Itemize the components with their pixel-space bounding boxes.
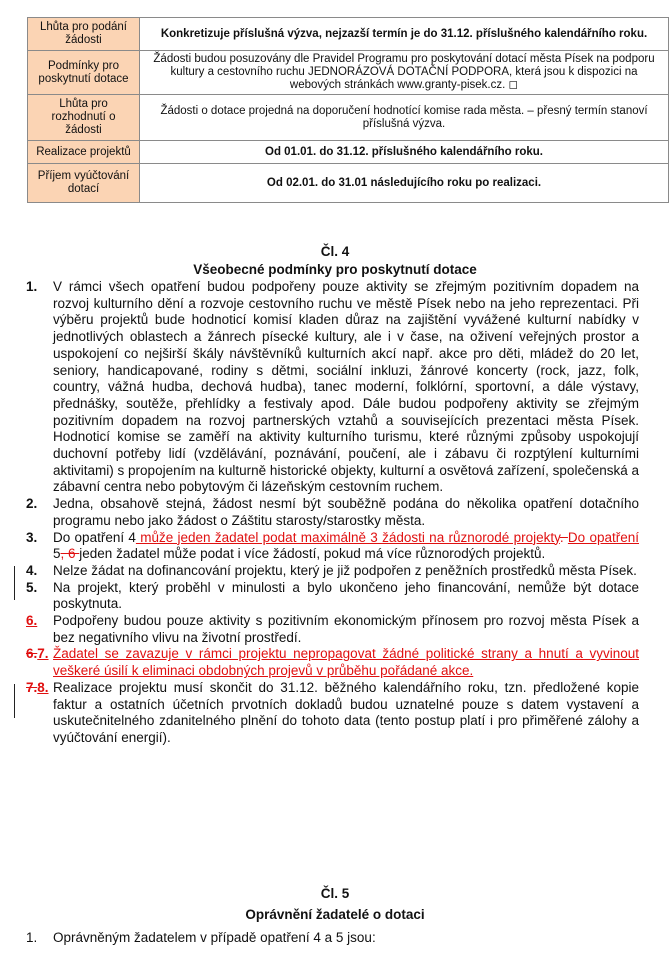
item-number: 6. — [26, 613, 38, 629]
row-value: Od 01.01. do 31.12. příslušného kalendářního roku. — [140, 141, 669, 164]
item-number: 2. — [26, 496, 38, 512]
table-row — [28, 51, 669, 95]
item-text: Nelze žádat na dofinancování projektu, který je již podpořen z peněžních prostředků města Písek. — [53, 562, 637, 578]
item-text: Realizace projektu musí skončit do 31.12. běžného kalendářního roku, tzn. předložené kopie faktur a ostatních účetních prvotních dokladů budou uznatelné pouze s datem vystavení a uskutečnitelného zdanitelného plnění do tohoto data (tento postup platí i pro přiměřené zálohy a vyúčtování energií). — [53, 679, 639, 745]
inserted-text: Žadatel se zavazuje v rámci projektu nepropagovat žádné politické strany a hnutí a vyvinout veškeré úsilí k eliminaci obdobných projevů v průběhu pořádané akce. — [53, 646, 639, 679]
article-5-body — [24, 930, 639, 947]
item-text: V rámci všech opatření budou podpořeny pouze aktivity se zřejmým pozitivním dopadem na rozvoj kulturního dění a rozvoje cestovního ruchu ve městě Písek nebo na jeho reprezentaci. Při výběru projektů bude hodnoticí komisí kladen důraz na zajištění vyvážené kulturní nabídky v jednotlivých oblastech a žánrech písecké kultury, ale i v čase, na oživení veřejných prostor a uspokojení co nejširší škály návštěvníků kulturních akcí např. akce pro děti, mládež do 20 let, seniory, handicapované, rodiny s dětmi, sociální inkluzi, žánrové koncerty (rock, jazz, folk, country, vážná hudba, dechová hudba), tanec moderní, folklórní, sportovní, a dále výstavy, přednášky, soutěže, přehlídky a festivaly apod. Dále budou podpořeny aktivity se zřejmým pozitivním dopadem na rozvoj partnerských vztahů a souvisejících prezentaci města Písek. Hodnoticí komise se zaměří na aktivity kulturního turismu, které různými způsoby uspokojují duchovní potřeby lidí (vzdělávání, poznávání, poučení, ale i zábavu či rozptýlení kulturními aktivitami) s propojením na kulturně historické objekty, kulturní a osvětová zařízení, společenská a zábavní centra nebo pobytovým či lázeňským cestovním ruchem. — [53, 279, 639, 495]
row-label: Příjem vyúčtování dotací — [28, 164, 140, 203]
article-5-number: Čl. 5 — [320, 886, 350, 901]
item-number: 4. — [26, 562, 38, 578]
list-item — [24, 580, 639, 613]
deleted-number: 6. — [26, 646, 38, 662]
item-text: Oprávněným žadatelem v případě opatření 4 a 5 jsou: — [53, 930, 376, 945]
revision-bar — [14, 684, 15, 718]
item-number: 3. — [26, 529, 38, 545]
row-label: Realizace projektů — [28, 141, 140, 164]
row-value: Od 02.01. do 31.01 následujícího roku po realizaci. — [140, 164, 669, 203]
list-item — [24, 530, 639, 563]
item-text: Jedna, obsahově stejná, žádost nesmí být souběžně podána do několika opatření dotačního programu nebo jako žádost o Záštitu starosty/starostky města. — [53, 496, 639, 528]
item-text: 5 — [53, 546, 61, 562]
article-5-title: Oprávnění žadatelé o dotaci — [245, 907, 425, 922]
row-label: Lhůta pro podání žádosti — [28, 18, 140, 51]
inserted-text: může jeden žadatel podat maximálně 3 žádosti na různorodé projekty — [135, 529, 560, 545]
inserted-text: Do opatření — [567, 529, 639, 545]
list-item — [24, 930, 639, 947]
deleted-number: 7. — [26, 679, 38, 695]
list-item — [24, 680, 639, 747]
article-4-body — [24, 279, 639, 747]
row-label: Lhůta pro rozhodnutí o žádosti — [28, 95, 140, 141]
info-table — [27, 17, 669, 203]
list-item — [24, 563, 639, 580]
item-text: Podpořeny budou pouze aktivity s pozitivním ekonomickým přínosem pro rozvoj města Písek a bez negativního vlivu na životní prostředí. — [53, 613, 639, 645]
item-number: 5. — [26, 579, 38, 595]
item-number — [26, 680, 49, 697]
article-4-number: Čl. 4 — [320, 244, 350, 259]
table-row — [28, 164, 669, 203]
list-item — [24, 646, 639, 679]
revision-bar — [14, 566, 15, 600]
row-value: Konkretizuje příslušná výzva, nejzazší termín je do 31.12. příslušného kalendářního roku. — [140, 18, 669, 51]
item-number: 1. — [26, 930, 38, 945]
item-text: Na projekt, který proběhl v minulosti a bylo ukončeno jeho financování, nemůže být dotace poskytnuta. — [53, 579, 639, 612]
article-4-title: Všeobecné podmínky pro poskytnutí dotace — [193, 262, 477, 277]
list-item — [24, 613, 639, 646]
list-item — [24, 279, 639, 496]
row-value: Žádosti budou posuzovány dle Pravidel Programu pro poskytování dotací města Písek na podporu kultury a cestovního ruchu JEDNORÁZOVÁ DOTAČNÍ PODPORA, která jsou k dispozici na webových stránkách www.granty-pisek.cz. ◻ — [140, 51, 669, 95]
list-item — [24, 496, 639, 529]
item-text: Do opatření 4 — [53, 529, 136, 545]
table-row — [28, 95, 669, 141]
deleted-text: , 6 — [60, 546, 80, 562]
row-value: Žádosti o dotace projedná na doporučení hodnotící komise rada města. – přesný termín stanoví příslušná výzva. — [140, 95, 669, 141]
item-number: 1. — [26, 279, 38, 294]
item-text: jeden žadatel může podat i více žádostí, pokud má více různorodých projektů. — [79, 546, 546, 562]
table-row — [28, 18, 669, 51]
inserted-number: 8. — [37, 679, 49, 695]
row-label: Podmínky pro poskytnutí dotace — [28, 51, 140, 95]
table-row — [28, 141, 669, 164]
item-number — [26, 646, 49, 663]
inserted-number: 7. — [37, 646, 49, 662]
deleted-text: . — [559, 529, 568, 545]
